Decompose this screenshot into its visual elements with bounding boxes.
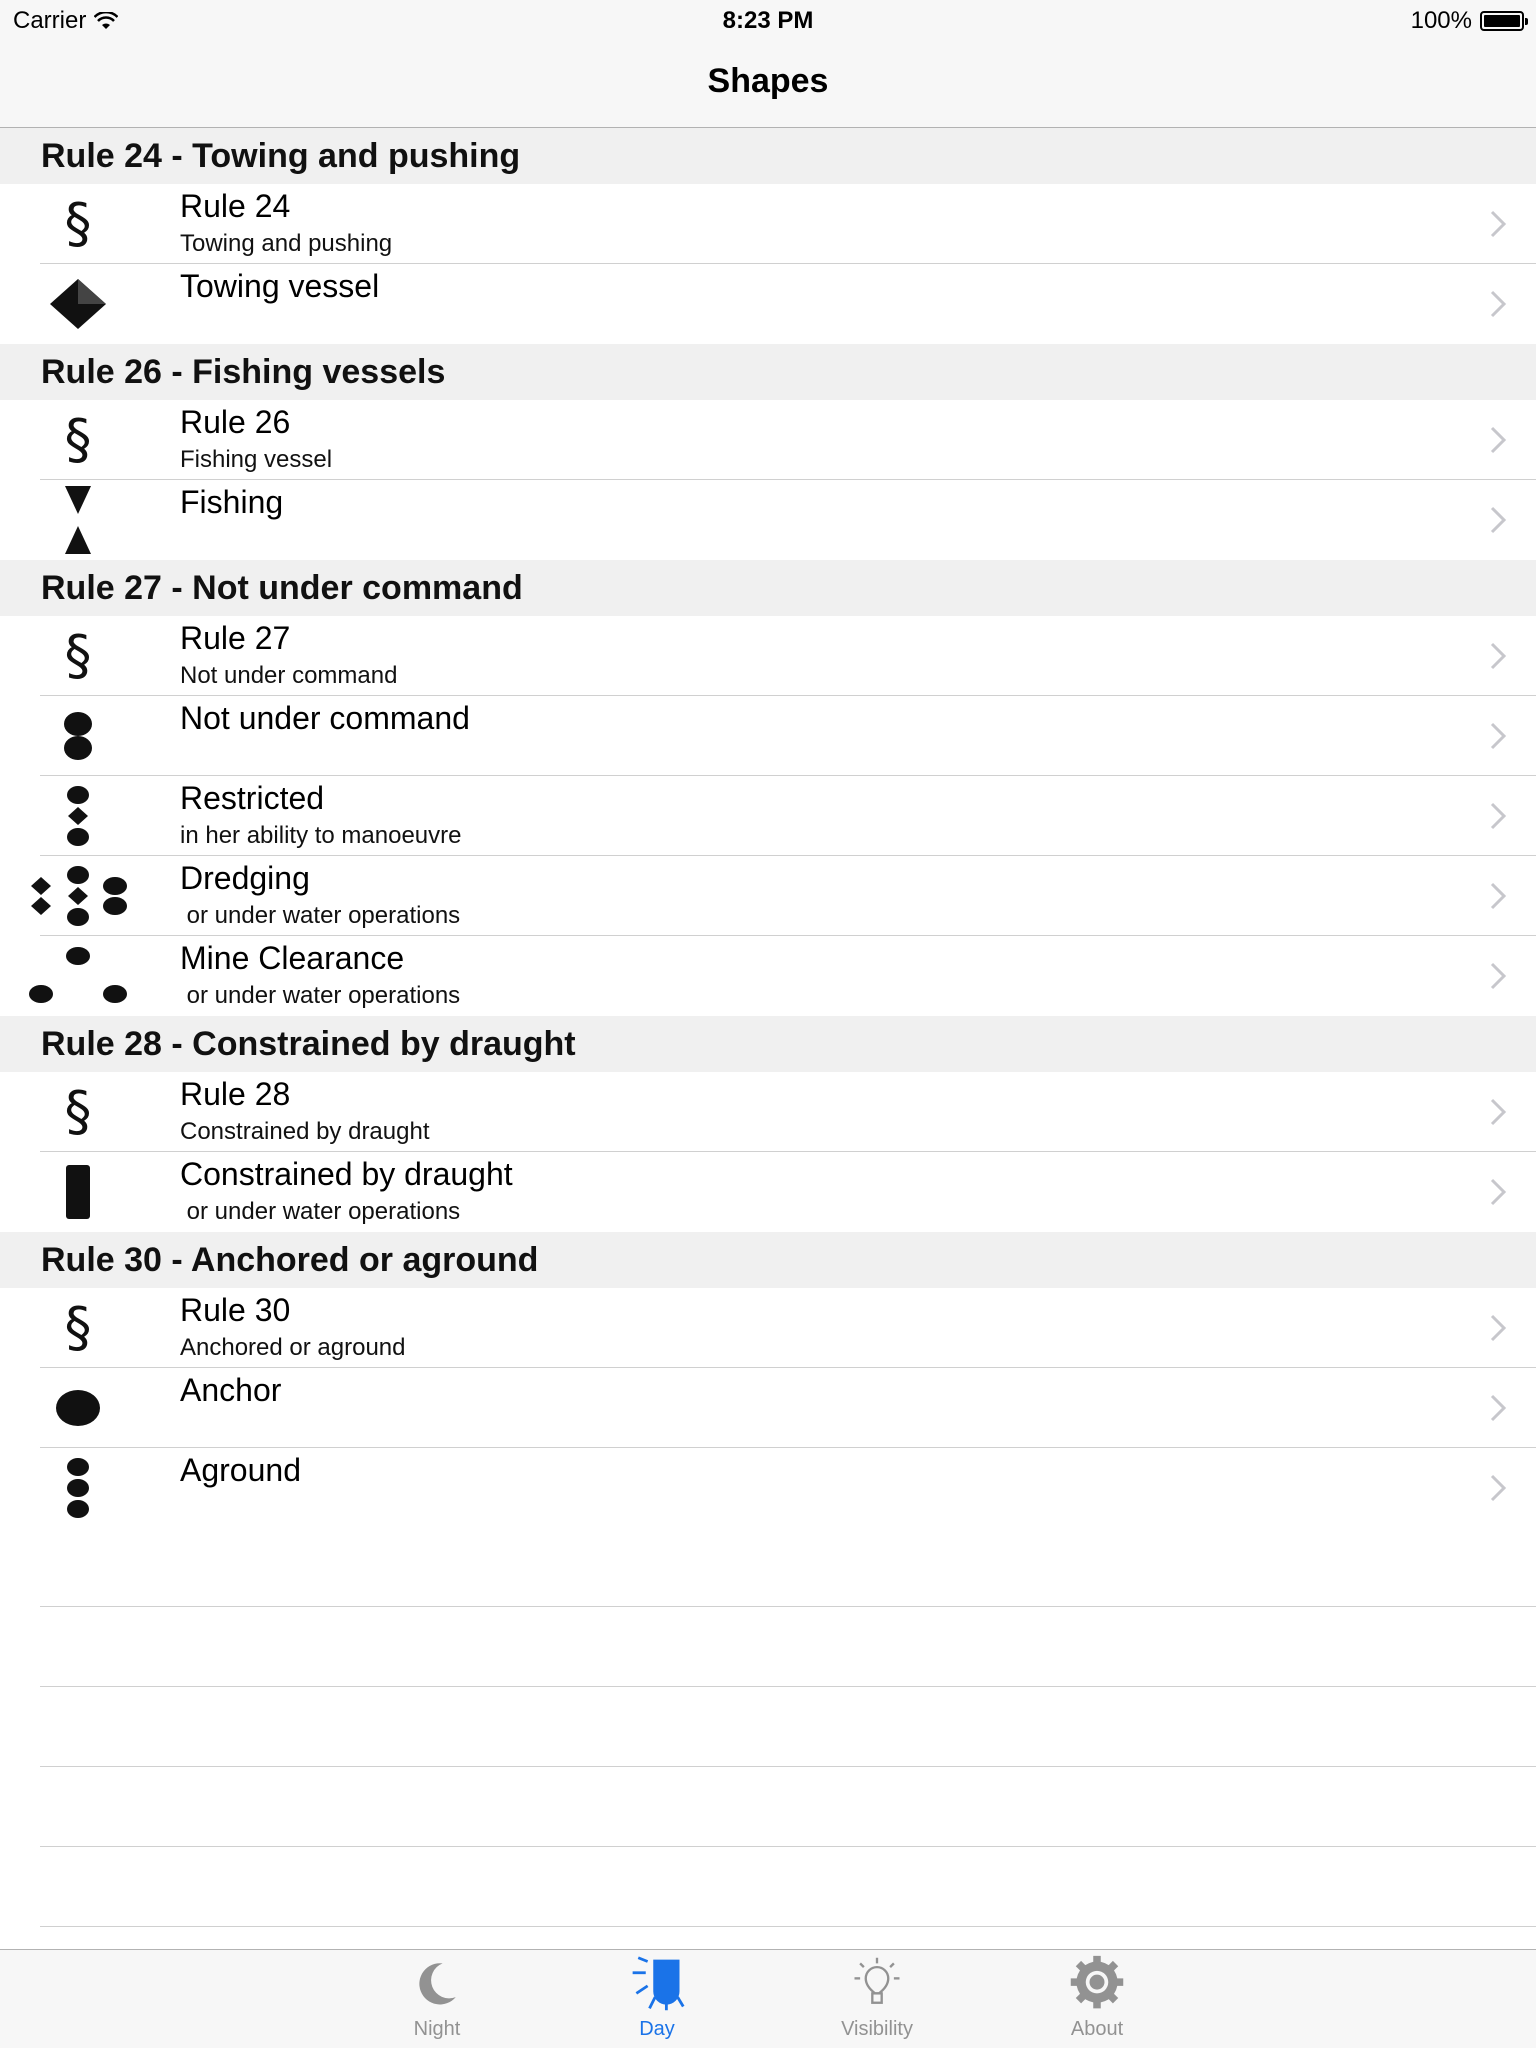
tab-bar [0, 1949, 1536, 2048]
row-title: Anchor [180, 1372, 282, 1408]
row-title: Fishing [180, 484, 284, 520]
row-title: Rule 28 [180, 1076, 291, 1112]
section-sign-icon [20, 1072, 136, 1152]
row-title: Aground [180, 1452, 301, 1488]
row-subtitle: in her ability to manoeuvre [180, 822, 462, 849]
row-subtitle: Not under command [180, 662, 398, 689]
three-balls-icon [20, 1448, 136, 1528]
section-header: Rule 30 - Anchored or aground [0, 1232, 1536, 1288]
svg-text:§: § [64, 624, 92, 687]
row-title: Rule 26 [180, 404, 291, 440]
list-item[interactable] [0, 1448, 1536, 1528]
tab-label: Night [413, 2018, 461, 2040]
svg-text:§: § [64, 1080, 92, 1143]
battery-percent: 100% [1410, 7, 1472, 34]
list-item[interactable] [0, 936, 1536, 1016]
list-item[interactable] [0, 1368, 1536, 1448]
chevron-right-icon [1488, 504, 1508, 536]
chevron-right-icon [1488, 960, 1508, 992]
list-item[interactable] [0, 776, 1536, 856]
section-header: Rule 27 - Not under command [0, 560, 1536, 616]
empty-row [0, 1767, 1536, 1847]
tab-night[interactable] [357, 1950, 517, 2049]
tab-label: Visibility [841, 2018, 913, 2040]
row-subtitle: or under water operations [180, 982, 461, 1009]
row-title: Dredging [180, 860, 310, 896]
tab-label: About [1070, 2018, 1124, 2040]
list-item[interactable] [0, 480, 1536, 560]
empty-rows [0, 1527, 1536, 1927]
tab-label: Day [639, 2018, 675, 2040]
chevron-right-icon [1488, 1176, 1508, 1208]
tab-about[interactable] [1017, 1950, 1177, 2049]
empty-row [0, 1687, 1536, 1767]
chevron-right-icon [1488, 1392, 1508, 1424]
sun-icon [627, 1954, 687, 2014]
empty-row [0, 1527, 1536, 1607]
list-item[interactable] [0, 696, 1536, 776]
status-time: 8:23 PM [722, 7, 814, 34]
status-bar [0, 0, 1536, 42]
chevron-right-icon [1488, 1096, 1508, 1128]
chevron-right-icon [1488, 1312, 1508, 1344]
moon-icon [407, 1954, 467, 2014]
chevron-right-icon [1488, 880, 1508, 912]
row-title: Mine Clearance [180, 940, 405, 976]
list-item[interactable] [0, 400, 1536, 480]
page-title: Shapes [707, 62, 829, 100]
list-item[interactable] [0, 1152, 1536, 1232]
section-sign-icon [20, 1288, 136, 1368]
two-cones-icon [20, 480, 136, 560]
chevron-right-icon [1488, 800, 1508, 832]
section-header: Rule 26 - Fishing vessels [0, 344, 1536, 400]
list-item[interactable] [0, 856, 1536, 936]
section-sign-icon [20, 400, 136, 480]
carrier-label: Carrier [13, 7, 87, 34]
svg-text:§: § [64, 1296, 92, 1359]
tab-visibility[interactable] [797, 1950, 957, 2049]
one-ball-icon [20, 1368, 136, 1448]
ball-diamond-ball-icon [20, 776, 136, 856]
row-title: Rule 27 [180, 620, 291, 656]
chevron-right-icon [1488, 424, 1508, 456]
gear-icon [1067, 1954, 1127, 2014]
navigation-bar [0, 42, 1536, 128]
row-title: Towing vessel [180, 268, 380, 304]
row-title: Restricted [180, 780, 325, 816]
chevron-right-icon [1488, 1472, 1508, 1504]
diamond-shape-icon [20, 264, 136, 344]
row-subtitle: Fishing vessel [180, 446, 333, 473]
row-subtitle: Constrained by draught [180, 1118, 430, 1145]
chevron-right-icon [1488, 288, 1508, 320]
row-subtitle: Anchored or aground [180, 1334, 406, 1361]
list-item[interactable] [0, 616, 1536, 696]
list-item[interactable] [0, 1072, 1536, 1152]
status-right [1411, 7, 1524, 35]
row-subtitle: Towing and pushing [180, 230, 393, 257]
lightbulb-icon [847, 1954, 907, 2014]
list-item[interactable] [0, 184, 1536, 264]
row-title: Not under command [180, 700, 470, 736]
row-title: Rule 30 [180, 1292, 291, 1328]
empty-row [0, 1847, 1536, 1927]
dredging-shapes-icon [20, 856, 136, 936]
section-sign-icon [20, 616, 136, 696]
two-balls-icon [20, 696, 136, 776]
row-title: Constrained by draught [180, 1156, 513, 1192]
row-title: Rule 24 [180, 188, 291, 224]
row-subtitle: or under water operations [180, 1198, 461, 1225]
chevron-right-icon [1488, 208, 1508, 240]
row-subtitle: or under water operations [180, 902, 461, 929]
battery-fill [1484, 15, 1520, 27]
list-item[interactable] [0, 264, 1536, 344]
shapes-list [0, 128, 1536, 1528]
three-balls-triangle-icon [20, 936, 136, 1016]
section-header: Rule 24 - Towing and pushing [0, 128, 1536, 184]
battery-icon [1480, 11, 1524, 31]
tab-day[interactable] [577, 1950, 737, 2049]
chevron-right-icon [1488, 640, 1508, 672]
svg-text:§: § [64, 408, 92, 471]
section-sign-icon [20, 184, 136, 264]
cylinder-icon [20, 1152, 136, 1232]
empty-row [0, 1607, 1536, 1687]
list-item[interactable] [0, 1288, 1536, 1368]
chevron-right-icon [1488, 720, 1508, 752]
section-header: Rule 28 - Constrained by draught [0, 1016, 1536, 1072]
svg-text:§: § [64, 192, 92, 255]
